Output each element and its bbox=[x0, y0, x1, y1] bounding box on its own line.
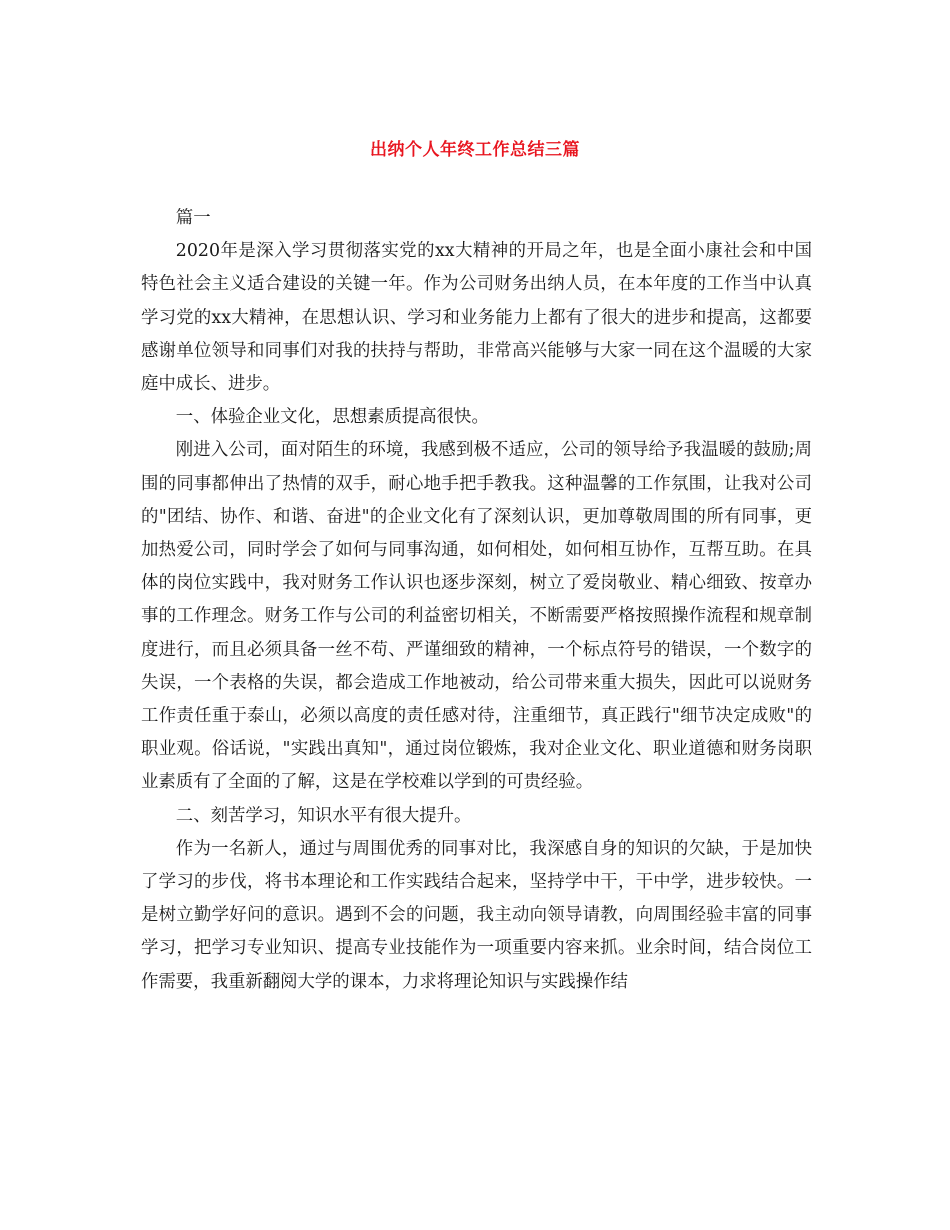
paragraph: 刚进入公司，面对陌生的环境，我感到极不适应，公司的领导给予我温暖的鼓励;周围的同事都伸出了热情的双手，耐心地手把手教我。这种温馨的工作氛围，让我对公司的"团结、协作、和谐、奋进"的企业文化有了深刻认识，更加尊敬周围的所有同事，更加热爱公司，同时学会了如何与同事沟通，如何相处，如何相互协作，互帮互助。在具体的岗位实践中，我对财务工作认识也逐步深刻，树立了爱岗敬业、精心细致、按章办事的工作理念。财务工作与公司的利益密切相关，不断需要严格按照操作流程和规章制度进行，而且必须具备一丝不苟、严谨细致的精神，一个标点符号的错误，一个数字的失误，一个表格的失误，都会造成工作地被动，给公司带来重大损失，因此可以说财务工作责任重于泰山，必须以高度的责任感对待，注重细节，真正践行"细节决定成败"的职业观。俗话说，"实践出真知"，通过岗位锻炼，我对企业文化、职业道德和财务岗职业素质有了全面的了解，这是在学校难以学到的可贵经验。 bbox=[141, 440, 812, 793]
subsection-heading: 二、刻苦学习，知识水平有很大提升。 bbox=[175, 805, 472, 826]
document-title: 出纳个人年终工作总结三篇 bbox=[370, 140, 580, 160]
paragraph: 作为一名新人，通过与周围优秀的同事对比，我深感自身的知识的欠缺，于是加快了学习的步伐，将书本理论和工作实践结合起来，坚持学中干，干中学，进步较快。一是树立勤学好问的意识。遇到不会的问题，我主动向领导请教，向周围经验丰富的同事学习，把学习专业知识、提高专业技能作为一项重要内容来抓。业余时间，结合岗位工作需要，我重新翻阅大学的课本，力求将理论知识与实践操作结 bbox=[141, 838, 812, 992]
subsection-heading: 一、体验企业文化，思想素质提高很快。 bbox=[175, 407, 489, 428]
document-body bbox=[141, 202, 812, 999]
section-heading: 篇一 bbox=[175, 208, 211, 228]
paragraph: 2020年是深入学习贯彻落实党的xx大精神的开局之年，也是全面小康社会和中国特色社会主义适合建设的关键一年。作为公司财务出纳人员，在本年度的工作当中认真学习党的xx大精神，在思想认识、学习和业务能力上都有了很大的进步和提高，这都要感谢单位领导和同事们对我的扶持与帮助，非常高兴能够与大家一同在这个温暖的大家庭中成长、进步。 bbox=[141, 241, 812, 395]
